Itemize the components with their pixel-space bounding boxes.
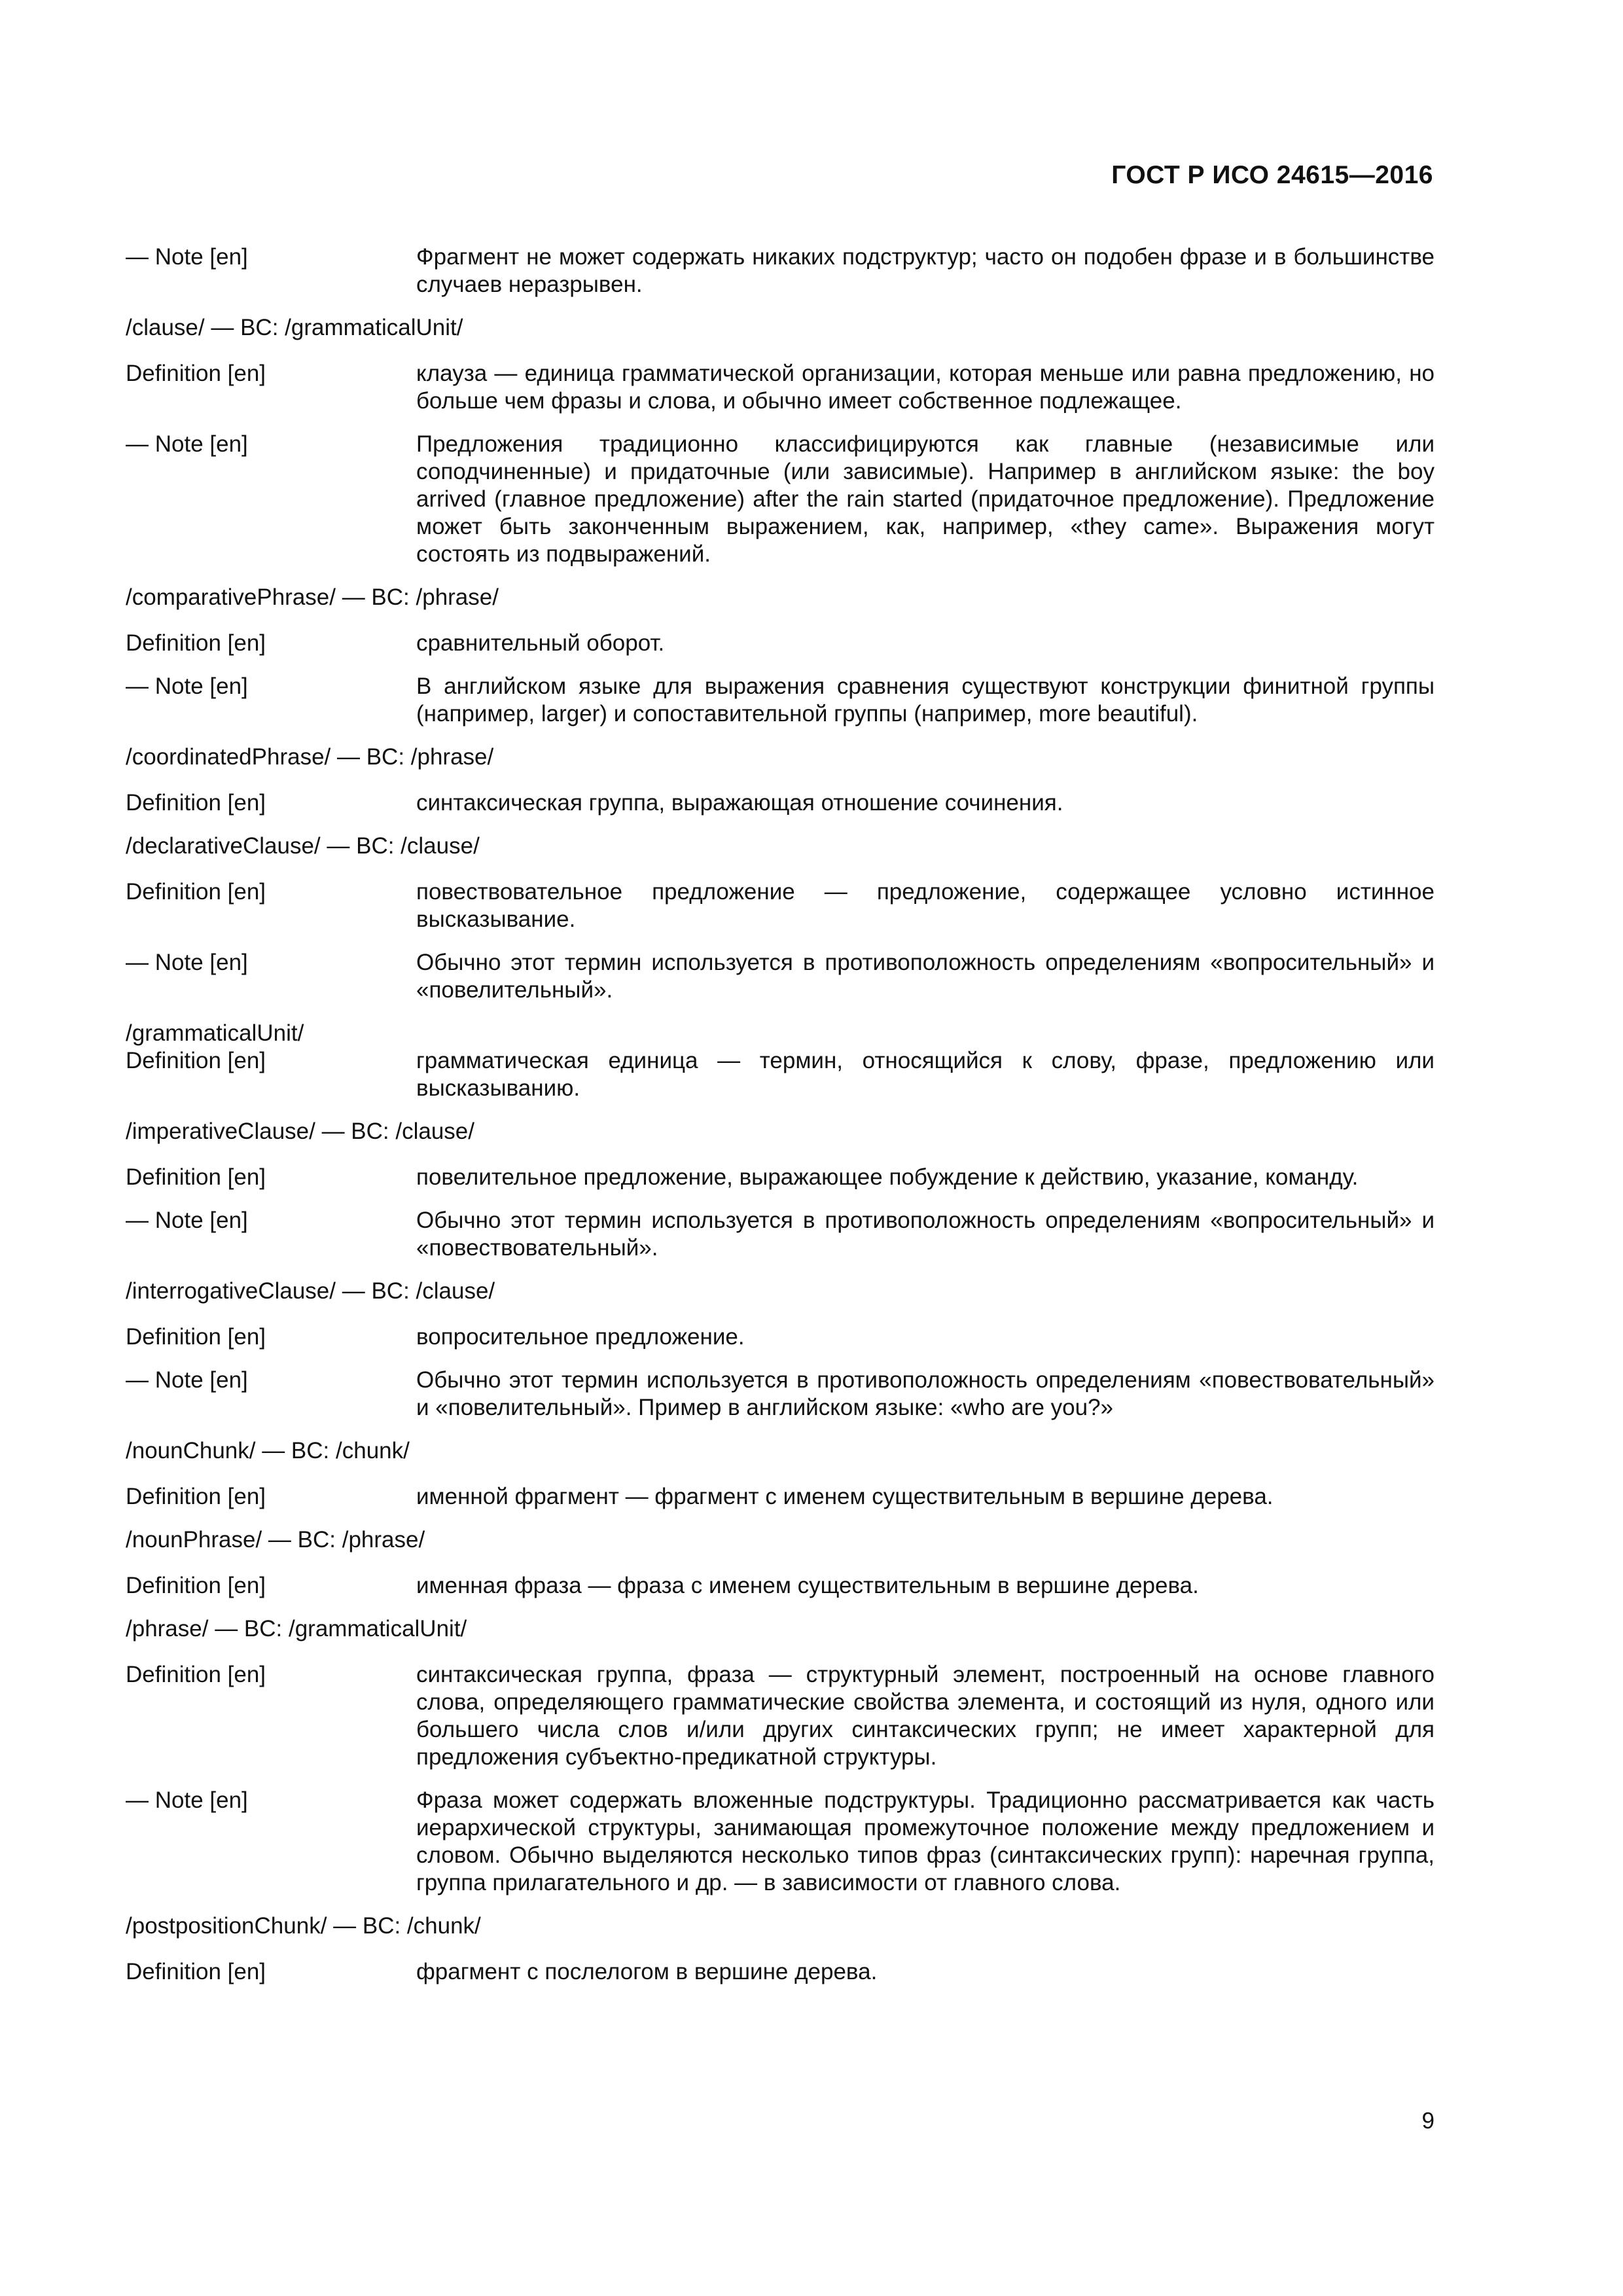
term-entry	[126, 1958, 1435, 1986]
term-heading: /clause/ — BC: /grammaticalUnit/	[126, 315, 463, 340]
entry-text: вопросительное предложение.	[416, 1324, 745, 1350]
entry-text: синтаксическая группа, фраза — структурный элемент, построенный на основе главного слова, определяющего грамматические свойства элемента, и состоящий из нуля, одного или большего числа слов и/или других синтаксических групп; не имеет характерной для предложения субъектно-предикатной структуры.	[416, 1662, 1435, 1770]
term-heading: /comparativePhrase/ — BC: /phrase/	[126, 584, 499, 610]
entry-text: Обычно этот термин используется в противоположность определениям «вопросительный» и «повествовательный».	[416, 1208, 1435, 1261]
entry-label: — Note [en]	[126, 1208, 248, 1233]
entry-text: грамматическая единица — термин, относящийся к слову, фразе, предложению или высказыванию.	[416, 1048, 1435, 1101]
term-entry	[126, 1164, 1435, 1191]
entry-label: Definition [en]	[126, 790, 266, 816]
entry-text: именная фраза — фраза с именем существительным в вершине дерева.	[416, 1573, 1199, 1598]
entry-text: Обычно этот термин используется в противоположность определениям «повествовательный» и «повелительный». Пример в английском языке: «who are you?»	[416, 1367, 1435, 1420]
term-entry	[126, 673, 1435, 728]
page-number: 9	[1421, 2108, 1435, 2134]
term-entry	[126, 1483, 1435, 1511]
term-entry	[126, 1047, 1435, 1102]
entry-label: — Note [en]	[126, 431, 248, 457]
term-entry	[126, 1572, 1435, 1600]
entry-text: повествовательное предложение — предложение, содержащее условно истинное высказывание.	[416, 879, 1435, 932]
term-entry	[126, 878, 1435, 933]
page-header-title: ГОСТ Р ИСО 24615—2016	[1111, 161, 1433, 189]
entry-label: — Note [en]	[126, 1787, 248, 1813]
entry-text: синтаксическая группа, выражающая отношение сочинения.	[416, 790, 1063, 816]
term-entry	[126, 630, 1435, 657]
entry-text: Обычно этот термин используется в противоположность определениям «вопросительный» и «повелительный».	[416, 950, 1435, 1003]
term-heading: /interrogativeClause/ — BC: /clause/	[126, 1278, 495, 1304]
term-entry	[126, 431, 1435, 568]
entry-text: В английском языке для выражения сравнения существуют конструкции финитной группы (например, larger) и сопоставительной группы (например, more beautiful).	[416, 673, 1435, 726]
entry-text: сравнительный оборот.	[416, 630, 665, 656]
term-entry	[126, 789, 1435, 817]
term-heading: /imperativeClause/ — BC: /clause/	[126, 1119, 474, 1144]
term-heading: /declarativeClause/ — BC: /clause/	[126, 833, 480, 859]
entry-label: Definition [en]	[126, 1573, 266, 1598]
entry-label: Definition [en]	[126, 879, 266, 905]
entry-label: Definition [en]	[126, 1662, 266, 1687]
entry-label: Definition [en]	[126, 1324, 266, 1350]
term-heading: /phrase/ — BC: /grammaticalUnit/	[126, 1616, 467, 1641]
term-entry	[126, 1787, 1435, 1897]
term-entry	[126, 1661, 1435, 1771]
term-heading: /nounChunk/ — BC: /chunk/	[126, 1438, 410, 1463]
term-heading: /coordinatedPhrase/ — BC: /phrase/	[126, 744, 494, 770]
entry-label: — Note [en]	[126, 244, 248, 270]
entry-label: — Note [en]	[126, 673, 248, 699]
entry-label: Definition [en]	[126, 1484, 266, 1509]
document-body	[126, 243, 1435, 2001]
entry-text: фрагмент с послелогом в вершине дерева.	[416, 1959, 878, 1984]
term-entry	[126, 1367, 1435, 1422]
entry-text: Предложения традиционно классифицируются как главные (независимые или соподчиненные) и придаточные (или зависимые). Например в английском языке: the boy arrived (главное предложение) after the rain started (придаточное предложение). Предложение может быть законченным выражением, как, например, «they came». Выражения могут состоять из подвыражений.	[416, 431, 1435, 567]
term-entry	[126, 1207, 1435, 1262]
entry-label: Definition [en]	[126, 1959, 266, 1984]
entry-text: Фрагмент не может содержать никаких подструктур; часто он подобен фразе и в большинстве случаев неразрывен.	[416, 244, 1435, 297]
entry-text: Фраза может содержать вложенные подструктуры. Традиционно рассматривается как часть иерархической структуры, занимающая промежуточное положение между предложением и словом. Обычно выделяются несколько типов фраз (синтаксических групп): наречная группа, группа прилагательного и др. — в зависимости от главного слова.	[416, 1787, 1435, 1895]
entry-text: клауза — единица грамматической организации, которая меньше или равна предложению, но больше чем фразы и слова, и обычно имеет собственное подлежащее.	[416, 361, 1435, 414]
entry-label: Definition [en]	[126, 361, 266, 386]
term-entry	[126, 360, 1435, 415]
entry-text: повелительное предложение, выражающее побуждение к действию, указание, команду.	[416, 1164, 1359, 1190]
entry-label: Definition [en]	[126, 1048, 266, 1073]
term-heading: /grammaticalUnit/	[126, 1020, 304, 1046]
entry-text: именной фрагмент — фрагмент с именем существительным в вершине дерева.	[416, 1484, 1274, 1509]
entry-label: Definition [en]	[126, 1164, 266, 1190]
entry-label: — Note [en]	[126, 1367, 248, 1393]
term-heading: /nounPhrase/ — BC: /phrase/	[126, 1527, 425, 1552]
term-entry	[126, 1323, 1435, 1351]
term-entry	[126, 243, 1435, 298]
term-heading: /postpositionChunk/ — BC: /chunk/	[126, 1913, 481, 1939]
entry-label: — Note [en]	[126, 950, 248, 975]
term-entry	[126, 949, 1435, 1004]
entry-label: Definition [en]	[126, 630, 266, 656]
